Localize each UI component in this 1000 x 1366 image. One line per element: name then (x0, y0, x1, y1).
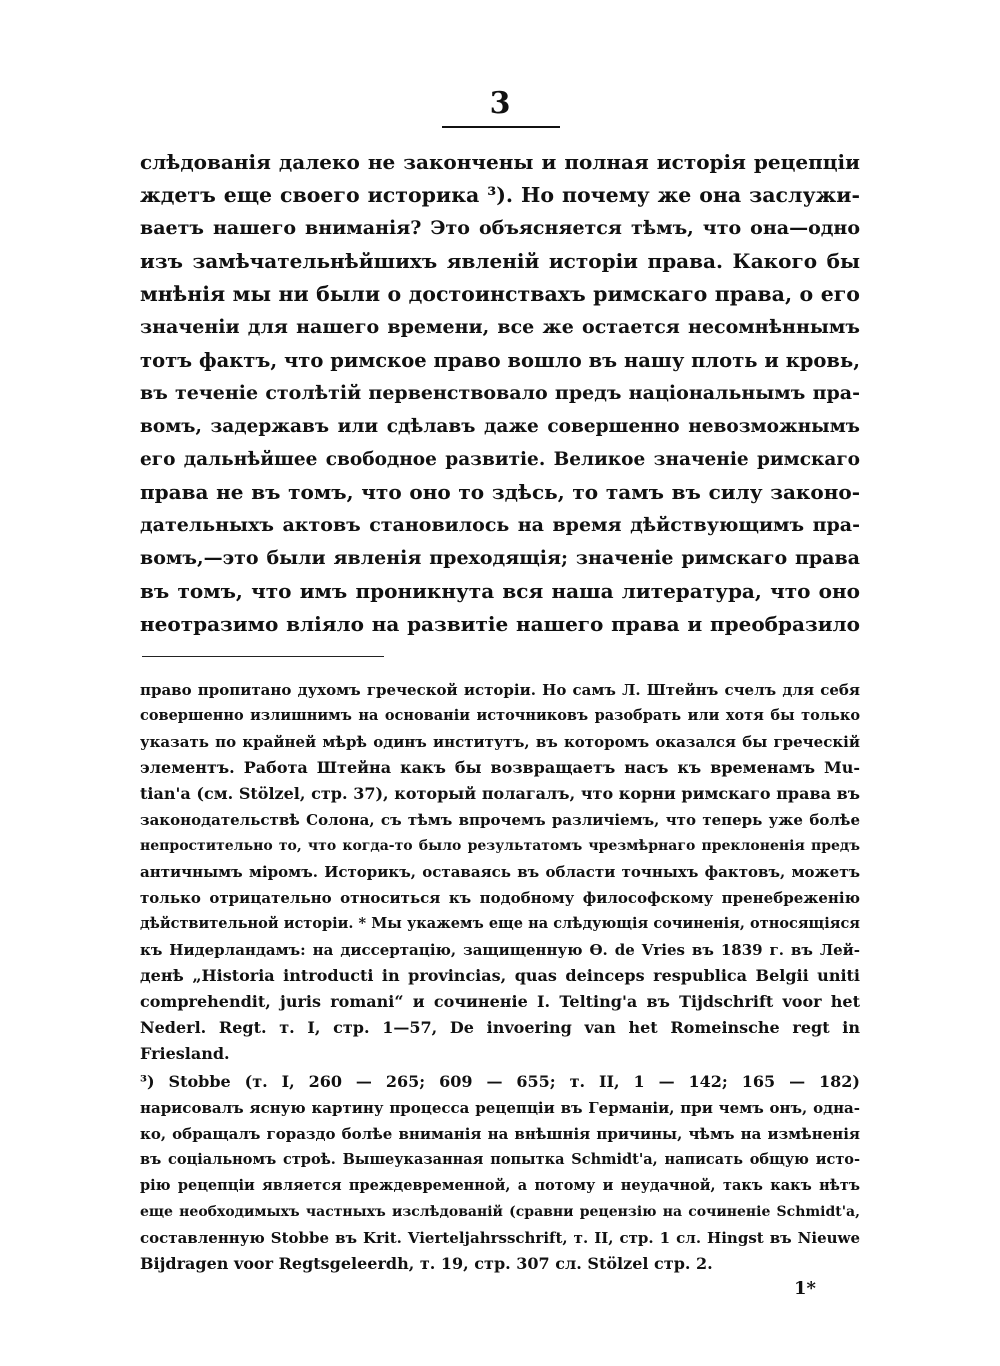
main-text-line: права не въ томъ, что оно то здѣсь, то тамъ въ силу законо- (140, 480, 860, 504)
footnote-line: еще необходимыхъ частныхъ изслѣдованій (сравни рецензію на сочиненіе Schmidt'a, (140, 1204, 860, 1220)
footnote-line: tian'a (см. Stölzel, стр. 37), который полагалъ, что корни римскаго права въ (140, 784, 860, 803)
footnote-line: Friesland. (140, 1044, 230, 1063)
footnote-line: античнымъ міромъ. Историкъ, оставаясь въ области точныхъ фактовъ, можетъ (140, 863, 860, 881)
main-text-line: ждетъ еще своего историка ³). Но почему же она заслужи- (140, 183, 860, 207)
footnote-line: дѣйствительной исторіи. * Мы укажемъ еще на слѣдующія сочиненія, относящіяся (140, 915, 860, 932)
footnote-line: въ соціальномъ строѣ. Вышеуказанная попытка Schmidt'a, написать общую исто- (140, 1151, 860, 1168)
footnote-line: указать по крайней мѣрѣ одинъ институтъ, въ которомъ оказался бы греческій (140, 733, 860, 751)
main-text-line: въ томъ, что имъ проникнута вся наша литература, что оно (140, 579, 860, 603)
footnote-line: законодательствѣ Солона, съ тѣмъ впрочемъ различіемъ, что теперь уже болѣе (140, 811, 860, 829)
main-text-line: вомъ, задержавъ или сдѣлавъ даже совершенно невозможнымъ (140, 416, 860, 437)
main-text-line: его дальнѣйшее свободное развитіе. Великое значеніе римскаго (140, 449, 860, 470)
main-text-line: въ теченіе столѣтій первенствовало предъ національнымъ пра- (140, 382, 860, 404)
main-text-line: неотразимо вліяло на развитіе нашего права и преобразило (140, 612, 860, 636)
footnote-line: непростительно то, что когда-то было результатомъ чрезмѣрнаго преклоненія предъ (140, 838, 860, 854)
footnote-line: comprehendit, juris romani“ и сочиненіе I. Telting'a въ Tijdschrift voor het (140, 992, 860, 1011)
footnote-line: Nederl. Regt. т. I, стр. 1—57, De invoering van het Romeinsche regt in (140, 1018, 860, 1037)
main-text-line: мнѣнія мы ни были о достоинствахъ римскаго права, о его (140, 282, 860, 306)
main-text-line: дательныхъ актовъ становилось на время дѣйствующимъ пра- (140, 514, 860, 536)
footnote-line: составленную Stobbe въ Krit. Vierteljahrsschrift, т. II, стр. 1 сл. Hingst въ Nieuwe (140, 1229, 860, 1247)
main-text-line: слѣдованія далеко не закончены и полная исторія рецепціи (140, 150, 860, 174)
footnote-line: Bijdragen voor Regtsgeleerdh, т. 19, стр. 307 сл. Stölzel стр. 2. (140, 1254, 713, 1273)
footnote-line: къ Нидерландамъ: на диссертацію, защищенную Ѳ. de Vries въ 1839 г. въ Лей- (140, 941, 860, 959)
main-text-line: изъ замѣчательнѣйшихъ явленій исторіи права. Какого бы (140, 249, 860, 273)
footnote-line: ³) Stobbe (т. I, 260 — 265; 609 — 655; т. II, 1 — 142; 165 — 182) (140, 1072, 860, 1091)
main-text-line: тотъ фактъ, что римское право вошло въ нашу плоть и кровь, (140, 349, 860, 372)
footnote-line: денѣ „Historia introducti in provincias, quas deinceps respublica Belgii uniti (140, 966, 860, 985)
footnote-line: совершенно излишнимъ на основаніи источниковъ разобрать или хотя бы только (140, 707, 860, 724)
footnote-line: ко, обращалъ гораздо болѣе вниманія на внѣшнія причины, чѣмъ на измѣненія (140, 1125, 860, 1143)
main-text-line: вомъ,—это были явленія преходящія; значеніе римскаго права (140, 547, 860, 569)
main-text-line: ваетъ нашего вниманія? Это объясняется тѣмъ, что она—одно (140, 217, 860, 239)
footnote-rule (142, 656, 384, 657)
footnote-line: нарисовалъ ясную картину процесса рецепціи въ Германіи, при чемъ онъ, одна- (140, 1099, 860, 1117)
main-text-line: значеніи для нашего времени, все же остается несомнѣннымъ (140, 316, 860, 338)
footnote-line: право пропитано духомъ греческой исторіи. Но самъ Л. Штейнъ счелъ для себя (140, 681, 860, 699)
footnote-line: рію рецепціи является преждевременной, а потому и неудачной, такъ какъ нѣтъ (140, 1177, 860, 1194)
page-number-rule (442, 126, 560, 128)
footnote-line: только отрицательно относиться къ подобному философскому пренебреженію (140, 889, 860, 907)
footnote-line: элементъ. Работа Штейна какъ бы возвращаетъ насъ къ временамъ Mu- (140, 758, 860, 777)
signature-mark: 1* (794, 1278, 816, 1299)
page-number: 3 (489, 86, 511, 121)
